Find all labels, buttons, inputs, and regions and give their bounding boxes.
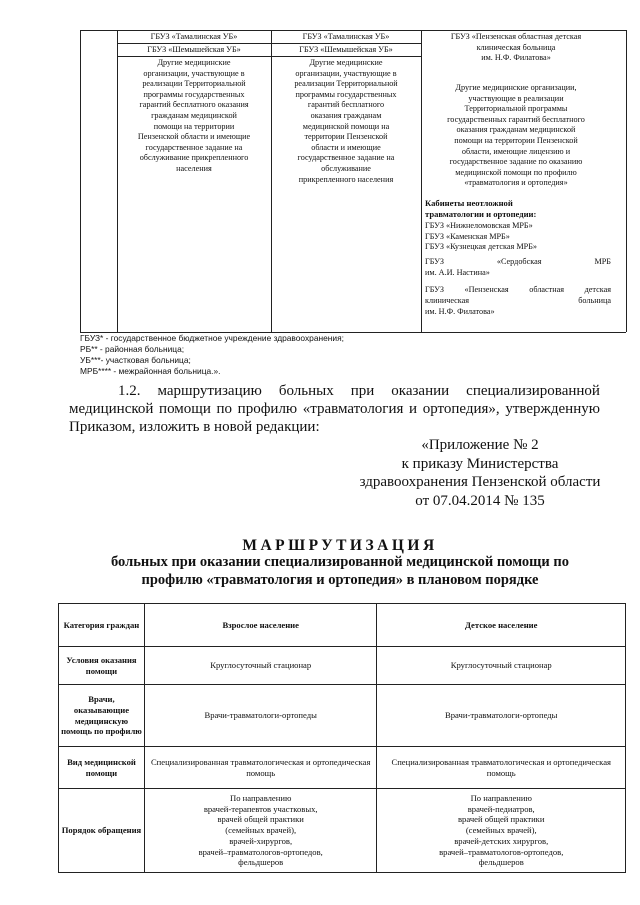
top-col1-org2: ГБУЗ «Шемышейская УБ» [147, 45, 241, 54]
top-col2-text: Другие медицинские организации, участвующие в реализации Территориальной программы государственных гарантий бесплатного оказания гражданам медицинской помощи на территории Пензенской области и имеющие государственное задание на обслуживание прикрепленного населения [294, 58, 398, 184]
row-label: Вид медицинской помощи [59, 747, 145, 789]
child-cell: Врачи-травматологи-ортопеды [377, 685, 626, 747]
footnotes [80, 333, 600, 377]
row-label: Врачи, оказывающие медицинскую помощь по профилю [59, 685, 145, 747]
top-col3-filatov-line1: ГБУЗ «Пензенская областная детская [425, 285, 611, 294]
footnote: УБ***- участковая больница; [80, 355, 191, 365]
header-category: Категория граждан [59, 604, 145, 647]
top-col3-other-orgs: Другие медицинские организации, участвующие в реализации Территориальной программы государственных гарантий бесплатного оказания гражданам медицинской помощи на территории Пензенской области, имеющие лицензию и государственное задание по оказанию медицинской помощи по профилю «травматология и ортопедия» [447, 83, 585, 188]
adult-cell: Круглосуточный стационар [144, 647, 377, 685]
top-col3-serdobsk-line: ГБУЗ «Сердобская МРБ [425, 257, 611, 266]
top-col2-org2: ГБУЗ «Шемышейская УБ» [299, 45, 393, 54]
row-label: Условия оказания помощи [59, 647, 145, 685]
header-child: Детское население [377, 604, 626, 647]
paragraph-line-2: медицинской помощи по профилю «травматология и ортопедия», утвержденную [69, 401, 600, 417]
adult-cell: По направлению врачей-терапевтов участковых, врачей общей практики (семейных врачей), врачей-хирургов, врачей–травматологов-ортопедов, фельдшеров [144, 789, 377, 873]
top-col3-filatov-name: им. Н.Ф. Филатова» [425, 307, 495, 316]
header-adult: Взрослое население [144, 604, 377, 647]
top-col3-filatov-line2: клиническая больница [425, 296, 611, 305]
top-col3-head: ГБУЗ «Пензенская областная детская клиническая больница им. Н.Ф. Филатова» [450, 32, 582, 63]
routing-table [58, 603, 626, 873]
child-cell: По направлению врачей-педиатров, врачей общей практики (семейных врачей), врачей-детских хирургов, врачей–травматологов-ортопедов, фельдшеров [377, 789, 626, 873]
table-row [59, 747, 626, 789]
top-col2-org1: ГБУЗ «Тамалинская УБ» [302, 32, 390, 41]
top-col3-cabinets-heading: Кабинеты неотложной травматологии и ортопедии: [425, 198, 537, 219]
top-col3-serdobsk-name: им. А.И. Настина» [425, 268, 490, 277]
paragraph-line-3: Приказом, изложить в новой редакции: [69, 419, 320, 435]
adult-cell: Специализированная травматологическая и ортопедическая помощь [144, 747, 377, 789]
row-label: Порядок обращения [59, 789, 145, 873]
table-row [59, 685, 626, 747]
document-title: МАРШРУТИЗАЦИЯ [242, 537, 438, 554]
appendix-header: «Приложение № 2 к приказу Министерства здравоохранения Пензенской области от 07.04.2014 № 135 [359, 437, 601, 509]
child-cell: Специализированная травматологическая и ортопедическая помощь [377, 747, 626, 789]
table-header-row [59, 604, 626, 647]
adult-cell: Врачи-травматологи-ортопеды [144, 685, 377, 747]
top-col3-cabinets-list: ГБУЗ «Нижнеломовская МРБ» ГБУЗ «Каменская МРБ» ГБУЗ «Кузнецкая детская МРБ» [425, 221, 537, 252]
footnote: МРБ**** - межрайонная больница.». [80, 366, 221, 376]
table-row [59, 647, 626, 685]
child-cell: Круглосуточный стационар [377, 647, 626, 685]
table-row [59, 789, 626, 873]
top-col1-org1: ГБУЗ «Тамалинская УБ» [150, 32, 238, 41]
document-subtitle: больных при оказании специализированной медицинской помощи по профилю «травматология и ортопедия» в плановом порядке [110, 554, 570, 588]
top-col1-text: Другие медицинские организации, участвующие в реализации Территориальной программы государственных гарантий бесплатного оказания гражданам медицинской помощи на территории Пензенской области и имеющие государственное задание на обслуживание прикрепленного населения [137, 58, 251, 173]
paragraph-line-1: 1.2. маршрутизацию больных при оказании специализированной [118, 383, 600, 399]
footnote: ГБУЗ* - государственное бюджетное учреждение здравоохранения; [80, 333, 344, 343]
footnote: РБ** - районная больница; [80, 344, 185, 354]
